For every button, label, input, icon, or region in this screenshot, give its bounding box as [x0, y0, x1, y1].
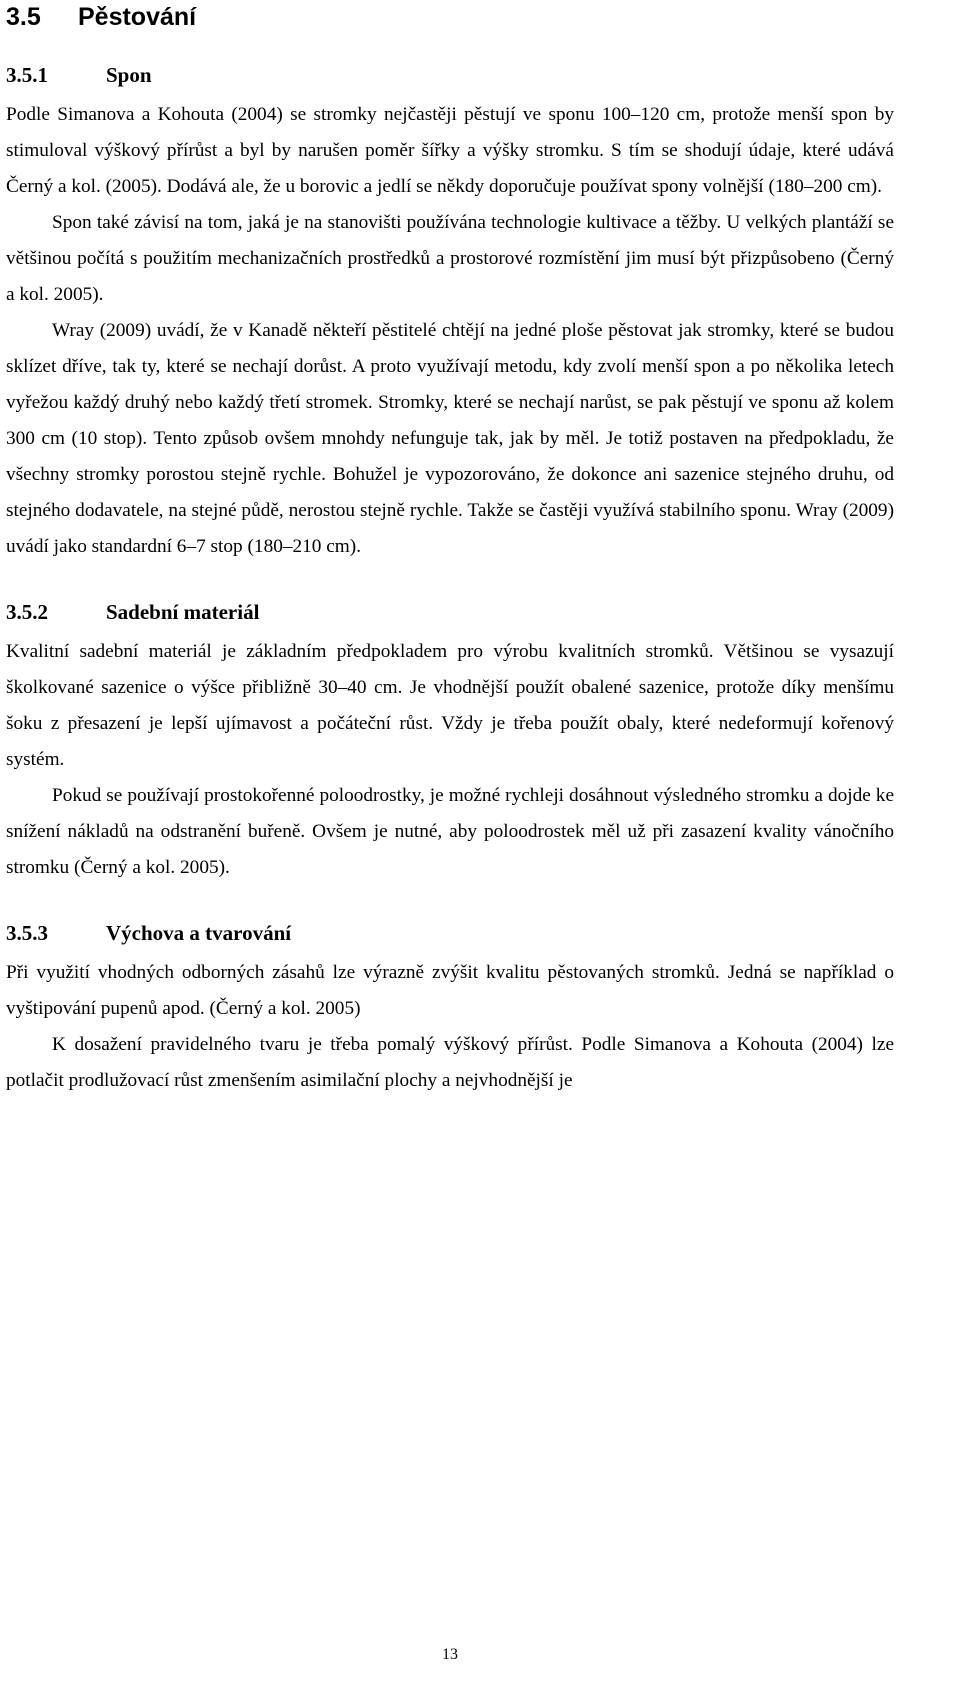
- document-page: [6, 0, 894, 1099]
- subsection-heading-sadebni-material: [6, 589, 894, 634]
- subsection-title: Výchova a tvarování: [106, 920, 292, 945]
- subsection-number: 3.5.1: [6, 62, 48, 87]
- paragraph: K dosažení pravidelného tvaru je třeba pomalý výškový přírůst. Podle Simanova a Kohouta (2004) lze potlačit prodlužovací růst zmenšením asimilační plochy a nejvhodnější je: [6, 1034, 894, 1091]
- subsection-title: Sadební materiál: [106, 599, 260, 624]
- subsection-heading-vychova-a-tvarovani: [6, 910, 894, 955]
- section-title: Pěstování: [78, 3, 197, 31]
- page-number: 13: [442, 1646, 458, 1663]
- subsection-number: 3.5.2: [6, 599, 48, 624]
- section-number: 3.5: [6, 3, 41, 31]
- section-heading: [6, 0, 894, 37]
- subsection-title: Spon: [106, 62, 152, 87]
- paragraph: Pokud se používají prostokořenné poloodrostky, je možné rychleji dosáhnout výsledného stromku a dojde ke snížení nákladů na odstranění buřeně. Ovšem je nutné, aby poloodrostek měl už při zasazení kvality vánočního stromku (Černý a kol. 2005).: [6, 785, 894, 878]
- paragraph: Wray (2009) uvádí, že v Kanadě někteří pěstitelé chtějí na jedné ploše pěstovat jak stromky, které se budou sklízet dříve, tak ty, které se nechají dorůst. A proto využívají metodu, kdy zvolí menší spon a po několika letech vyřežou každý druhý nebo každý třetí stromek. Stromky, které se nechají narůst, se pak pěstují ve sponu až kolem 300 cm (10 stop). Tento způsob ovšem mnohdy nefunguje tak, jak by měl. Je totiž postaven na předpokladu, že všechny stromky porostou stejně rychle. Bohužel je vypozorováno, že dokonce ani sazenice stejného druhu, od stejného dodavatele, na stejné půdě, nerostou stejně rychle. Takže se častěji využívá stabilního sponu. Wray (2009) uvádí jako standardní 6–7 stop (180–210 cm).: [6, 320, 894, 557]
- paragraph: Podle Simanova a Kohouta (2004) se stromky nejčastěji pěstují ve sponu 100–120 cm, protože menší spon by stimuloval výškový přírůst a byl by narušen poměr šířky a výšky stromku. S tím se shodují údaje, které udává Černý a kol. (2005). Dodává ale, že u borovic a jedlí se někdy doporučuje používat spony volnější (180–200 cm).: [6, 104, 894, 197]
- paragraph: Při využití vhodných odborných zásahů lze výrazně zvýšit kvalitu pěstovaných stromků. Jedná se například o vyštipování pupenů apod. (Černý a kol. 2005): [6, 962, 894, 1019]
- paragraph: Spon také závisí na tom, jaká je na stanovišti používána technologie kultivace a těžby. U velkých plantáží se většinou počítá s použitím mechanizačních prostředků a prostorové rozmístění jim musí být přizpůsobeno (Černý a kol. 2005).: [6, 212, 894, 305]
- subsection-number: 3.5.3: [6, 920, 48, 945]
- paragraph: Kvalitní sadební materiál je základním předpokladem pro výrobu kvalitních stromků. Většinou se vysazují školkované sazenice o výšce přibližně 30–40 cm. Je vhodnější použít obalené sazenice, protože díky menšímu šoku z přesazení je lepší ujímavost a počáteční růst. Vždy je třeba použít obaly, které nedeformují kořenový systém.: [6, 641, 894, 770]
- subsection-heading-spon: [6, 52, 894, 97]
